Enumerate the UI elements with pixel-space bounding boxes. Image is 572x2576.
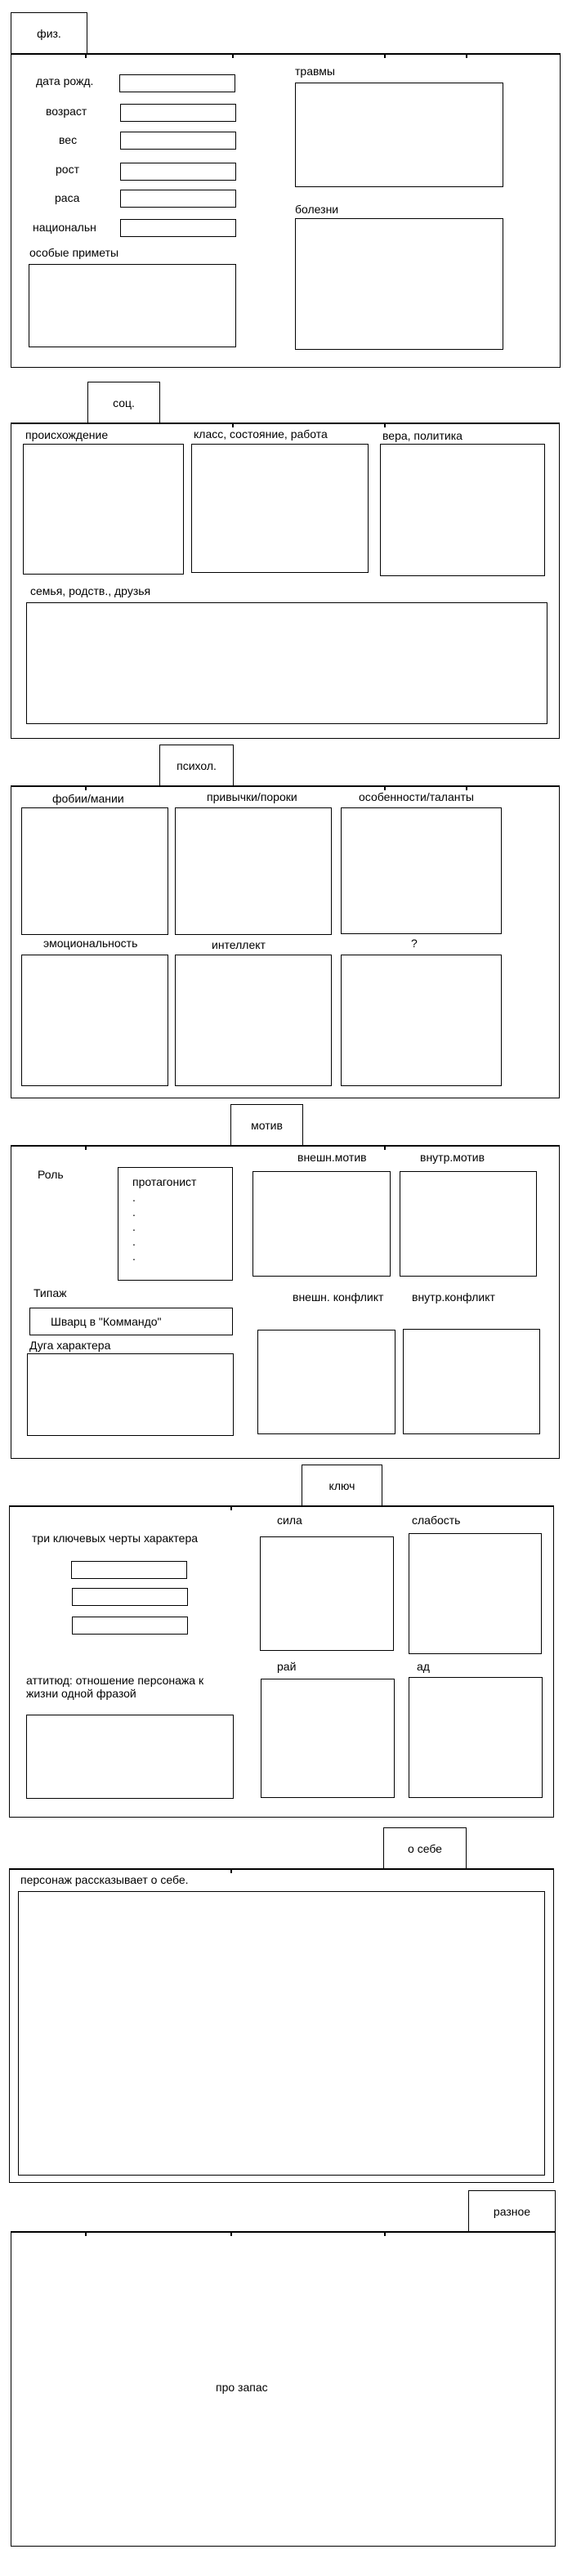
type-value: Шварц в "Коммандо" (51, 1315, 162, 1328)
tab-misc[interactable] (468, 2190, 556, 2232)
psych-panel-topline (11, 785, 560, 787)
tab-key[interactable] (302, 1465, 382, 1506)
key-tick (230, 1506, 232, 1510)
diseases-field[interactable] (295, 218, 503, 350)
hell-label: ад (417, 1660, 430, 1673)
motiv-panel-topline (11, 1145, 560, 1147)
strength-field[interactable] (260, 1536, 394, 1651)
habits-field[interactable] (175, 807, 332, 935)
age-label: возраст (46, 105, 87, 118)
unknown-label: ? (411, 937, 418, 950)
phys-tick (384, 54, 386, 58)
role-dot: . (132, 1250, 136, 1263)
race-label: раса (55, 191, 80, 204)
class-field[interactable] (191, 444, 369, 573)
role-dot: . (132, 1191, 136, 1204)
emotion-field[interactable] (21, 955, 168, 1086)
tab-phys-label: физ. (37, 27, 61, 40)
faith-label: вера, политика (382, 429, 463, 442)
tab-phys[interactable] (11, 12, 87, 54)
internal-conflict-field[interactable] (403, 1329, 540, 1434)
misc-tick (384, 2232, 386, 2236)
nationality-field[interactable] (120, 219, 236, 237)
phobias-label: фобии/мании (52, 792, 124, 805)
emotion-label: эмоциональность (43, 937, 138, 950)
talents-label: особенности/таланты (359, 790, 474, 803)
tab-key-label: ключ (328, 1479, 355, 1492)
diseases-label: болезни (295, 203, 339, 216)
talents-field[interactable] (341, 807, 502, 934)
about-panel-topline (9, 1868, 554, 1870)
internal-motive-label: внутр.мотив (420, 1151, 485, 1164)
role-dot: . (132, 1220, 136, 1233)
about-story-field[interactable] (18, 1891, 545, 2176)
special-marks-field[interactable] (29, 264, 236, 347)
type-label: Типаж (34, 1286, 67, 1299)
trait-field-2[interactable] (72, 1588, 188, 1606)
weight-field[interactable] (120, 132, 236, 150)
weakness-field[interactable] (409, 1533, 542, 1654)
phys-tick (466, 54, 467, 58)
tab-about-label: о себе (408, 1842, 442, 1855)
family-label: семья, родств., друзья (30, 584, 151, 597)
role-field[interactable] (118, 1167, 233, 1281)
tab-motiv[interactable] (230, 1104, 303, 1146)
heaven-label: рай (277, 1660, 297, 1673)
unknown-field[interactable] (341, 955, 502, 1086)
special-marks-label: особые приметы (29, 246, 119, 259)
race-field[interactable] (120, 190, 236, 208)
origin-field[interactable] (23, 444, 184, 575)
about-story-label: персонаж рассказывает о себе. (20, 1873, 189, 1886)
origin-label: происхождение (25, 428, 109, 441)
psych-tick (85, 786, 87, 790)
motiv-tick (85, 1146, 87, 1150)
misc-panel (11, 2231, 556, 2547)
motiv-tick (384, 1146, 386, 1150)
injuries-label: травмы (295, 65, 335, 78)
trait-field-3[interactable] (72, 1617, 188, 1635)
misc-tick (230, 2232, 232, 2236)
role-dot: . (132, 1205, 136, 1219)
injuries-field[interactable] (295, 83, 503, 187)
internal-motive-field[interactable] (400, 1171, 537, 1277)
tab-about[interactable] (383, 1827, 467, 1869)
external-motive-label: внешн.мотив (297, 1151, 367, 1164)
external-motive-field[interactable] (252, 1171, 391, 1277)
intellect-label: интеллект (212, 938, 266, 951)
arc-label: Дуга характера (29, 1339, 111, 1352)
tab-soc[interactable] (87, 382, 160, 423)
class-label: класс, состояние, работа (194, 427, 328, 441)
misc-tick (85, 2232, 87, 2236)
about-tick (230, 1869, 232, 1873)
heaven-field[interactable] (261, 1679, 395, 1798)
phys-tick (85, 54, 87, 58)
phys-tick (232, 54, 234, 58)
height-field[interactable] (120, 163, 236, 181)
key-panel-topline (9, 1505, 554, 1507)
type-field[interactable] (29, 1308, 233, 1335)
role-dot: . (132, 1235, 136, 1248)
arc-field[interactable] (27, 1353, 234, 1436)
nationality-label: национальн (33, 221, 96, 234)
tab-soc-label: соц. (113, 396, 135, 409)
phobias-field[interactable] (21, 807, 168, 935)
tab-psych-label: психол. (177, 759, 217, 772)
intellect-field[interactable] (175, 955, 332, 1086)
soc-tick (384, 423, 386, 427)
habits-label: привычки/пороки (207, 790, 297, 803)
internal-conflict-label: внутр.конфликт (412, 1290, 495, 1304)
role-label: Роль (38, 1168, 64, 1181)
phys-panel-topline (11, 53, 561, 55)
birthdate-label: дата рожд. (36, 74, 94, 87)
faith-field[interactable] (380, 444, 545, 576)
age-field[interactable] (120, 104, 236, 122)
role-value: протагонист (132, 1175, 197, 1188)
tab-motiv-label: мотив (251, 1119, 283, 1132)
weight-label: вес (59, 133, 78, 146)
family-field[interactable] (26, 602, 547, 724)
weakness-label: слабость (412, 1514, 461, 1527)
trait-field-1[interactable] (71, 1561, 187, 1579)
hell-field[interactable] (409, 1677, 543, 1798)
traits-label: три ключевых черты характера (32, 1532, 199, 1545)
attitude-field[interactable] (26, 1715, 234, 1799)
misc-panel-topline (11, 2231, 556, 2233)
strength-label: сила (277, 1514, 302, 1527)
external-conflict-label: внешн. конфликт (293, 1290, 384, 1304)
external-conflict-field[interactable] (257, 1330, 395, 1434)
tab-psych[interactable] (159, 745, 234, 786)
birthdate-field[interactable] (119, 74, 235, 92)
height-label: рост (56, 163, 79, 176)
attitude-label: аттитюд: отношение персонажа к жизни одной фразой (26, 1674, 204, 1700)
soc-panel-topline (11, 423, 560, 424)
reserve-label: про запас (216, 2381, 268, 2394)
tab-misc-label: разное (493, 2205, 531, 2218)
